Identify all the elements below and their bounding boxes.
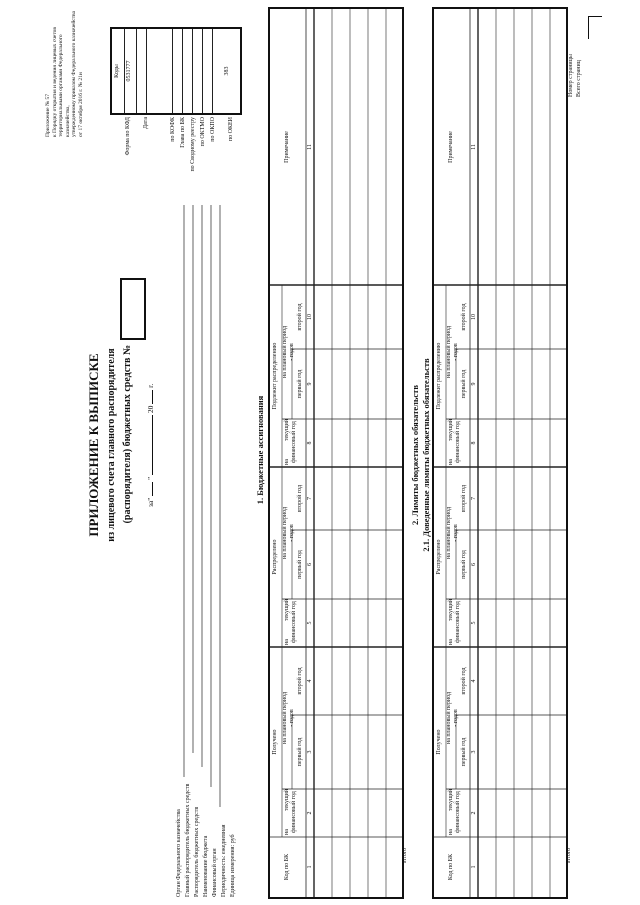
page-number-label: Номер страницы — [568, 54, 574, 97]
s1-second-b: второй год — [297, 484, 303, 513]
field-grbs: Главный распорядитель бюджетных средств — [185, 783, 191, 897]
s2-col-code: Код по БК — [448, 853, 454, 881]
s2-plan-a: на плановый период - годов — [446, 692, 459, 744]
codes-header: Коды — [114, 29, 125, 113]
s1-num-2: 2 — [307, 811, 313, 815]
s2-num-6: 6 — [471, 563, 477, 566]
section2-subtitle: 2.1. Доведенные лимиты бюджетных обязательств — [421, 358, 431, 552]
section1-title: 1. Бюджетные ассигнования — [255, 395, 265, 505]
s1-num-9: 9 — [307, 382, 313, 386]
s2-num-9: 9 — [471, 382, 477, 386]
s1-plan-a: на плановый период - годов — [282, 692, 295, 744]
s2-num-2: 2 — [471, 811, 477, 815]
s2-received: Получено — [436, 729, 442, 755]
field-periodicity: Периодичность: ежедневная — [221, 824, 227, 897]
s2-num-1: 1 — [471, 865, 477, 869]
oktmo-label: по ОКТМО — [200, 117, 206, 147]
s1-second-c: второй год — [297, 303, 303, 331]
s1-cur-a: на текущий финансовый год — [284, 789, 297, 835]
field-rbs: Распорядитель бюджетных средств — [194, 806, 200, 897]
kofk-label: по КОФК — [170, 117, 176, 142]
s2-first-c: первый год — [461, 369, 467, 399]
s2-num-8: 8 — [471, 441, 477, 445]
date-label: Дата — [143, 117, 149, 129]
title-line-3: (распорядителя) бюджетных средств № — [122, 345, 133, 524]
total-pages-label: Всего страниц — [576, 60, 582, 97]
page-number-box — [588, 17, 590, 39]
title-line-2: из лицевого счета главного распорядителя — [106, 348, 117, 542]
s2-first-b: первый год — [461, 550, 467, 579]
appendix-line: Приложение № 57 — [45, 93, 51, 137]
s1-plan-c: на плановый период - годов — [282, 326, 295, 378]
s2-plan-b: на плановый период - годов — [446, 507, 459, 559]
field-fin-organ: Финансовый орган — [212, 848, 218, 897]
s2-second-a: второй год — [461, 667, 467, 695]
s1-distributed: Распределено — [272, 539, 278, 575]
codes-box — [110, 27, 242, 115]
s1-num-10: 10 — [307, 314, 313, 320]
s2-num-4: 4 — [471, 679, 477, 683]
svodny-label: по Сводному реестру — [190, 117, 196, 172]
appendix-line: от 17 октября 2016 г. № 21н — [77, 72, 84, 137]
s1-first-b: первый год — [297, 550, 303, 579]
s1-second-a: второй год — [297, 667, 303, 695]
s2-num-10: 10 — [471, 314, 477, 320]
s1-first-c: первый год — [297, 369, 303, 399]
form-label: Форма по КФД — [125, 117, 131, 156]
s1-num-4: 4 — [307, 679, 313, 683]
s2-num-5: 5 — [471, 621, 477, 625]
section1-table — [268, 7, 404, 899]
okei-label: по ОКЕИ — [228, 117, 234, 142]
s1-num-8: 8 — [307, 441, 313, 445]
date-year: 20 — [146, 405, 155, 414]
s2-cur-a: на текущий финансовый год — [448, 789, 461, 835]
s1-first-a: первый год — [297, 737, 303, 767]
s2-total: Итого — [566, 847, 572, 863]
okpo-label: по ОКПО — [210, 117, 216, 142]
s1-col-code: Код по БК — [284, 853, 290, 881]
s2-plan-c: на плановый период - годов — [446, 326, 459, 378]
s2-distributed: Распределено — [436, 539, 442, 575]
section2-table — [432, 7, 568, 899]
s1-num-11: 11 — [307, 144, 313, 150]
s2-num-11: 11 — [471, 144, 477, 150]
date-quote: " — [146, 476, 155, 480]
s2-subject: Подлежит распределению — [436, 342, 442, 410]
s2-first-a: первый год — [461, 737, 467, 767]
s1-num-7: 7 — [307, 497, 313, 500]
section2-title: 2. Лимиты бюджетных обязательств — [410, 385, 420, 525]
s1-num-3: 3 — [307, 750, 313, 754]
appendix-line: территориальными органами Федерального казначейства, — [58, 34, 71, 137]
s1-num-5: 5 — [307, 621, 313, 625]
s1-note: Примечание — [284, 131, 290, 163]
s1-cur-b: на текущий финансовый год — [284, 599, 297, 645]
s2-cur-b: на текущий финансовый год — [448, 599, 461, 645]
page-number-box-side — [588, 15, 602, 17]
field-unit: Единица измерения: руб — [230, 834, 236, 897]
form-code-value: 0531777 — [126, 29, 137, 113]
s1-received: Получено — [272, 729, 278, 755]
s1-num-1: 1 — [307, 865, 313, 869]
s1-total: Итого — [402, 847, 408, 863]
field-budget-name: Наименование бюджета — [203, 835, 209, 897]
s1-cur-c: на текущий финансовый год — [284, 419, 297, 465]
page-title: ПРИЛОЖЕНИЕ К ВЫПИСКЕ — [86, 353, 101, 537]
s1-subject: Подлежит распределению — [272, 342, 278, 410]
date-g: г. — [146, 383, 155, 388]
okei-code-value: 383 — [224, 66, 230, 76]
s2-cur-c: на текущий финансовый год — [448, 419, 461, 465]
field-fk-organ: Орган Федерального казначейства — [176, 809, 182, 897]
s2-note: Примечание — [448, 131, 454, 163]
s2-second-c: второй год — [461, 303, 467, 331]
date-za: за" — [146, 497, 155, 507]
glava-label: Глава по БК — [180, 117, 186, 148]
s2-second-b: второй год — [461, 484, 467, 513]
s2-num-7: 7 — [471, 497, 477, 500]
appendix-line: к Порядку открытия и ведения лицевых счетов — [51, 26, 58, 137]
s1-plan-b: на плановый период - годов — [282, 507, 295, 559]
appendix-line: утвержденному приказом Федерального казначейства — [71, 10, 77, 137]
s1-num-6: 6 — [307, 563, 313, 566]
s2-num-3: 3 — [471, 750, 477, 754]
